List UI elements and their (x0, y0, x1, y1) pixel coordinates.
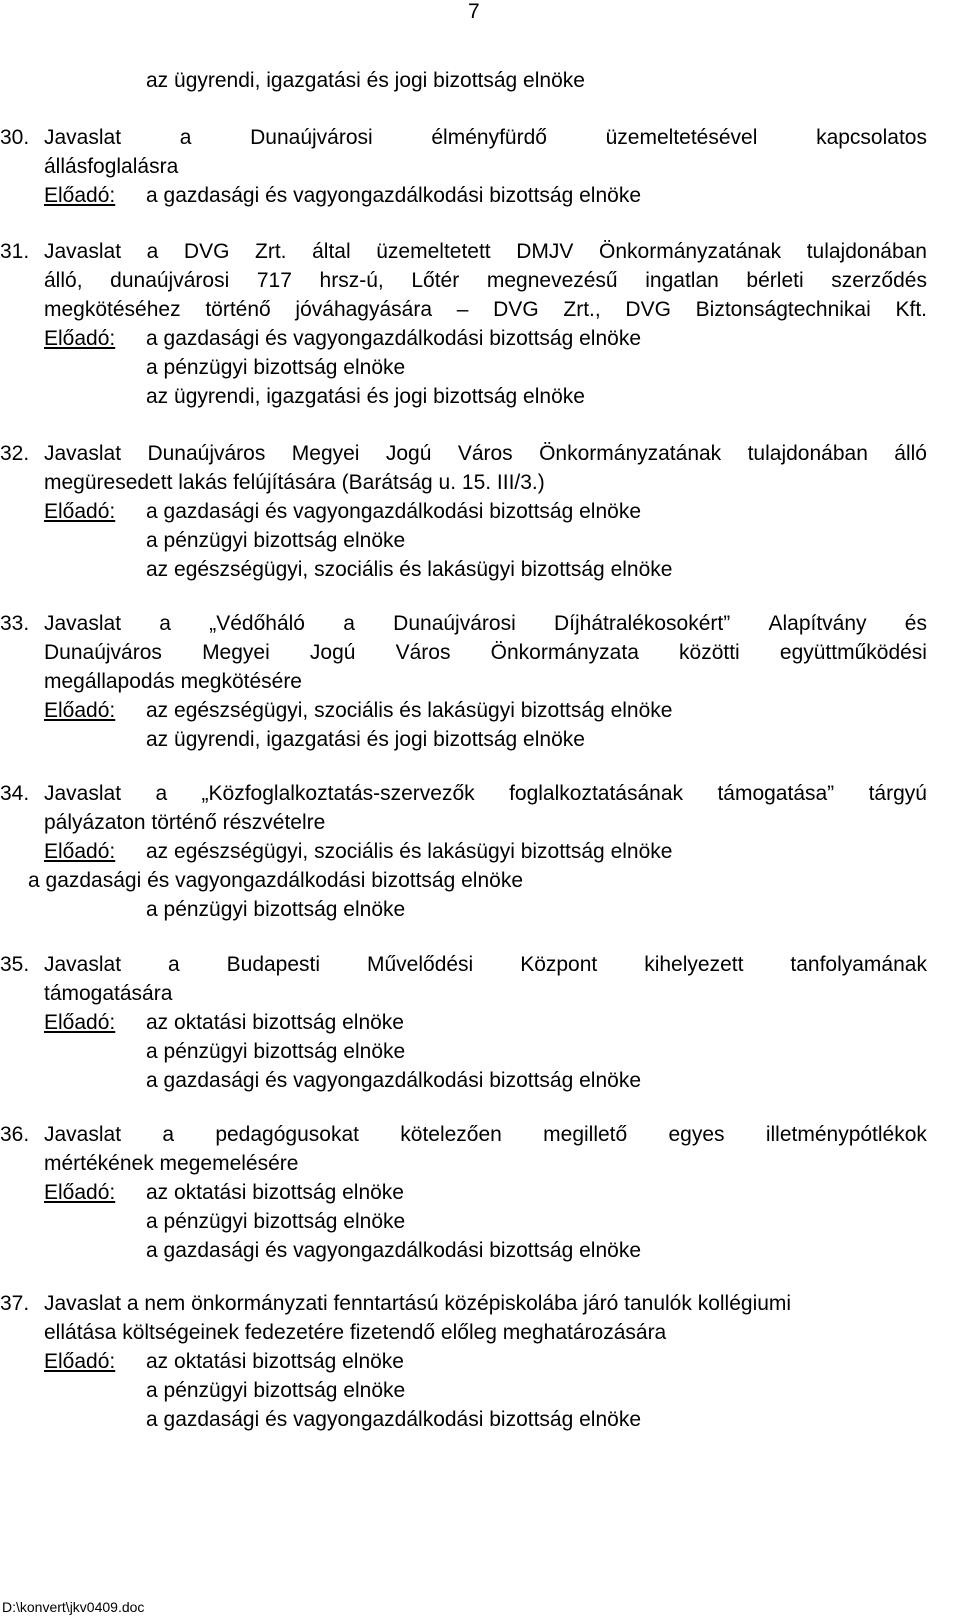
word: kötelezően (400, 1123, 502, 1146)
word: Zrt., (563, 298, 601, 321)
word: álló (894, 442, 927, 465)
item-32-presenter-line-1 (44, 497, 927, 526)
item-34-presenter-1: az egészségügyi, szociális és lakásügyi bizottság elnöke (146, 840, 673, 863)
item-33-presenter-line-1 (44, 696, 927, 725)
word: DVG (493, 298, 539, 321)
word: Jogú (309, 641, 356, 664)
item-35-justified-words (44, 950, 927, 979)
word: Önkormányzata (490, 641, 639, 664)
item-31-title-line-1 (0, 237, 927, 266)
word: tanfolyamának (790, 953, 927, 976)
word: Dunaújvárosi (393, 612, 516, 635)
item-34-title-line-1 (0, 779, 927, 808)
presenter-label: Előadó: (44, 1181, 116, 1204)
word: a (155, 782, 168, 805)
item-31-number: 31. (0, 240, 30, 263)
word: DVG (625, 298, 671, 321)
item-36-number: 36. (0, 1123, 30, 1146)
item-30-justified-words (44, 123, 927, 152)
word: üzemeltetett (376, 240, 491, 263)
item-35-presenter-1: az oktatási bizottság elnöke (146, 1011, 404, 1034)
item-30-presenter-1: a gazdasági és vagyongazdálkodási bizottság elnöke (146, 184, 642, 207)
item-35-presenter-2: a pénzügyi bizottság elnöke (146, 1040, 406, 1063)
item-34-presenter-line-1 (44, 837, 927, 866)
word: a (146, 240, 159, 263)
item-35-title-line-1 (0, 950, 927, 979)
item-37-number: 37. (0, 1292, 30, 1315)
presenter-label: Előadó: (44, 1011, 116, 1034)
word: támogatása” (717, 782, 835, 805)
word: Budapesti (226, 953, 321, 976)
word: Biztonságtechnikai (695, 298, 871, 321)
word: a (179, 126, 192, 149)
item-30-title-line-2: állásfoglalásra (44, 155, 179, 178)
word: a (168, 953, 180, 976)
item-37-presenter-2: a pénzügyi bizottság elnöke (146, 1379, 406, 1402)
word: Dunaújváros (44, 641, 162, 664)
presenter-label: Előadó: (44, 1350, 116, 1373)
item-35-presenter-3: a gazdasági és vagyongazdálkodási bizottság elnöke (146, 1069, 642, 1092)
item-32-presenter-1: a gazdasági és vagyongazdálkodási bizottság elnöke (146, 500, 642, 523)
word: egyes (668, 1123, 725, 1146)
word: Önkormányzatának (599, 240, 782, 263)
word: Központ (520, 953, 598, 976)
word: Kft. (895, 298, 927, 321)
item-34-number: 34. (0, 782, 30, 805)
word: Megyei (202, 641, 270, 664)
item-37-title-line-2: ellátása költségeinek fedezetére fizetendő előleg meghatározására (44, 1321, 667, 1344)
word: Lőtér (411, 269, 460, 292)
item-37-presenter-3: a gazdasági és vagyongazdálkodási bizottság elnöke (146, 1408, 642, 1431)
item-31-justified-words (44, 237, 927, 266)
word: hrsz-ú, (319, 269, 384, 292)
word: jóváhagyására (295, 298, 433, 321)
item-31-title-line-2 (44, 266, 927, 295)
word: dunaújvárosi (110, 269, 230, 292)
word: Javaslat (44, 612, 122, 635)
word: kihelyezett (644, 953, 744, 976)
presenter-label: Előadó: (44, 500, 116, 523)
word: a (343, 612, 355, 635)
word: „Védőháló (209, 612, 305, 635)
item-32-presenter-3: az egészségügyi, szociális és lakásügyi bizottság elnöke (146, 558, 673, 581)
item-36-presenter-line-1 (44, 1178, 927, 1207)
item-35-presenter-line-1 (44, 1008, 927, 1037)
word: Város (457, 442, 513, 465)
item-34-presenter-2: a gazdasági és vagyongazdálkodási bizottság elnöke (28, 869, 524, 892)
item-35-number: 35. (0, 953, 30, 976)
item-33-justified-words (44, 609, 927, 638)
word: Javaslat (44, 442, 122, 465)
item-32-number: 32. (0, 442, 30, 465)
word: illetménypótlékok (765, 1123, 927, 1146)
word: Zrt. (255, 240, 287, 263)
item-31-presenter-3: az ügyrendi, igazgatási és jogi bizottság elnöke (146, 385, 585, 408)
item-37-title-text-1: Javaslat a nem önkormányzati fenntartású középiskolába járó tanulók kollégiumi (44, 1292, 792, 1315)
word: Díjhátralékosokért” (554, 612, 731, 635)
word: tulajdonában (747, 442, 868, 465)
word: a (162, 1123, 175, 1146)
word: a (159, 612, 171, 635)
word: DVG (183, 240, 230, 263)
item-33-title-line-2 (44, 638, 927, 667)
presenter-label: Előadó: (44, 327, 116, 350)
word: – (456, 298, 469, 321)
word: Javaslat (44, 126, 122, 149)
item-36-presenter-2: a pénzügyi bizottság elnöke (146, 1210, 406, 1233)
word: kapcsolatos (816, 126, 927, 149)
item-37-presenter-line-1 (44, 1347, 927, 1376)
word: üzemeltetésével (605, 126, 758, 149)
word: Dunaújváros (147, 442, 266, 465)
item-34-presenter-3: a pénzügyi bizottság elnöke (146, 898, 406, 921)
item-36-title-line-1 (0, 1120, 927, 1149)
word: Javaslat (44, 953, 122, 976)
word: Javaslat (44, 1123, 122, 1146)
word: 717 (256, 269, 292, 292)
item-32-presenter-2: a pénzügyi bizottság elnöke (146, 529, 406, 552)
item-33-title-line-3: megállapodás megkötésére (44, 670, 302, 693)
item-31-justified-words-2 (44, 266, 927, 295)
item-30-title-line-1 (0, 123, 927, 152)
item-34-justified-words (44, 779, 927, 808)
word: Jogú (385, 442, 432, 465)
item-30-presenter-line-1 (44, 181, 927, 210)
word: tulajdonában (806, 240, 927, 263)
word: ingatlan (645, 269, 719, 292)
item-33-justified-words-2 (44, 638, 927, 667)
word: Javaslat (44, 782, 122, 805)
word: Megyei (291, 442, 360, 465)
item-36-justified-words (44, 1120, 927, 1149)
word: Javaslat (44, 240, 122, 263)
word: Művelődési (367, 953, 474, 976)
word: megkötéséhez (44, 298, 181, 321)
presenter-label: Előadó: (44, 184, 116, 207)
item-31-presenter-line-1 (44, 324, 927, 353)
item-37-presenter-1: az oktatási bizottság elnöke (146, 1350, 404, 1373)
item-30-number: 30. (0, 126, 30, 149)
word: közötti (679, 641, 740, 664)
word: Dunaújvárosi (250, 126, 373, 149)
presenter-label: Előadó: (44, 840, 116, 863)
word: által (312, 240, 351, 263)
word: megillető (543, 1123, 628, 1146)
word: Alapítvány (768, 612, 867, 635)
item-31-title-line-3 (44, 295, 927, 324)
page-number: 7 (468, 0, 480, 23)
word: DMJV (516, 240, 574, 263)
word: és (904, 612, 927, 635)
presenter-label: Előadó: (44, 699, 116, 722)
item-32-title-line-1 (0, 439, 927, 468)
item-31-justified-words-3 (44, 295, 927, 324)
footer-file-path: D:\konvert\jkv0409.doc (2, 1599, 145, 1615)
item-33-presenter-2: az ügyrendi, igazgatási és jogi bizottság elnöke (146, 728, 585, 751)
word: Város (395, 641, 451, 664)
word: élményfürdő (431, 126, 547, 149)
word: együttműködési (779, 641, 927, 664)
word: álló, (44, 269, 83, 292)
item-32-title-line-2: megüresedett lakás felújítására (Barátság u. 15. III/3.) (44, 471, 545, 494)
item-36-presenter-3: a gazdasági és vagyongazdálkodási bizottság elnöke (146, 1239, 642, 1262)
item-31-presenter-2: a pénzügyi bizottság elnöke (146, 356, 406, 379)
item-32-justified-words (44, 439, 927, 468)
presenter-line: az ügyrendi, igazgatási és jogi bizottság elnöke (146, 69, 585, 92)
item-36-title-line-2: mértékének megemelésére (44, 1152, 299, 1175)
word: megnevezésű (486, 269, 618, 292)
word: pedagógusokat (215, 1123, 359, 1146)
word: történő (205, 298, 271, 321)
word: bérleti (746, 269, 804, 292)
item-31-presenter-1: a gazdasági és vagyongazdálkodási bizottság elnöke (146, 327, 642, 350)
item-33-presenter-1: az egészségügyi, szociális és lakásügyi bizottság elnöke (146, 699, 673, 722)
word: Önkormányzatának (539, 442, 722, 465)
item-34-title-line-2: pályázaton történő részvételre (44, 811, 326, 834)
item-33-number: 33. (0, 612, 30, 635)
item-37-title-line-1 (0, 1289, 927, 1318)
item-35-title-line-2: támogatására (44, 982, 173, 1005)
item-36-presenter-1: az oktatási bizottság elnöke (146, 1181, 404, 1204)
word: „Közfoglalkoztatás-szervezők (201, 782, 475, 805)
word: szerződés (831, 269, 927, 292)
word: foglalkoztatásának (509, 782, 684, 805)
word: tárgyú (868, 782, 927, 805)
item-33-title-line-1 (0, 609, 927, 638)
